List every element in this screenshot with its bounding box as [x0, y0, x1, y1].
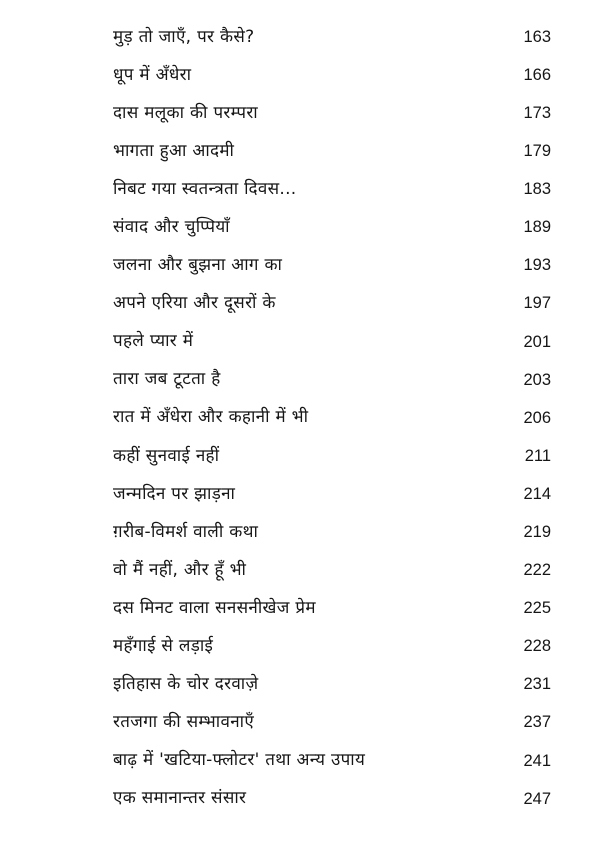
toc-entry-page-number: 189	[523, 218, 551, 237]
toc-entry-title: कहीं सुनवाई नहीं	[113, 445, 220, 466]
toc-entry	[113, 323, 551, 361]
toc-entry-page-number: 163	[523, 27, 551, 46]
toc-entry-page-number: 193	[523, 256, 551, 275]
toc-entry-title: वो मैं नहीं, और हूँ भी	[113, 559, 247, 580]
toc-entry	[113, 361, 551, 399]
table-of-contents	[113, 18, 551, 818]
toc-entry-page-number: 222	[523, 561, 551, 580]
toc-entry-title: दास मलूका की परम्परा	[113, 102, 258, 123]
toc-entry-title: रात में अँधेरा और कहानी में भी	[113, 407, 309, 428]
toc-entry-title: जलना और बुझना आग का	[113, 255, 283, 276]
toc-entry	[113, 399, 551, 437]
toc-entry-title: ग़रीब-विमर्श वाली कथा	[113, 521, 259, 542]
toc-entry-page-number: 173	[523, 103, 551, 122]
toc-entry	[113, 628, 551, 666]
toc-entry	[113, 18, 551, 56]
toc-entry	[113, 666, 551, 704]
toc-entry-page-number: 241	[523, 751, 551, 770]
toc-entry	[113, 170, 551, 208]
toc-entry	[113, 285, 551, 323]
toc-entry-title: मुड़ तो जाएँ, पर कैसे?	[113, 26, 255, 47]
toc-entry-title: संवाद और चुप्पियाँ	[113, 217, 230, 238]
toc-entry-page-number: 166	[523, 65, 551, 84]
toc-entry-title: इतिहास के चोर दरवाज़े	[113, 674, 259, 695]
toc-entry-page-number: 183	[523, 180, 551, 199]
toc-entry-page-number: 231	[523, 675, 551, 694]
toc-entry	[113, 208, 551, 246]
toc-entry-page-number: 201	[523, 332, 551, 351]
toc-entry	[113, 437, 551, 475]
toc-entry-title: जन्मदिन पर झाड़ना	[113, 483, 236, 504]
toc-entry-title: तारा जब टूटता है	[113, 369, 221, 390]
toc-entry-title: निबट गया स्वतन्त्रता दिवस...	[113, 178, 297, 199]
toc-entry	[113, 589, 551, 627]
toc-entry-page-number: 219	[523, 523, 551, 542]
toc-entry	[113, 551, 551, 589]
toc-entry-page-number: 206	[523, 408, 551, 427]
toc-entry-page-number: 237	[523, 713, 551, 732]
toc-entry-title: एक समानान्तर संसार	[113, 788, 247, 809]
toc-entry	[113, 247, 551, 285]
toc-entry-title: धूप में अँधेरा	[113, 64, 192, 85]
toc-entry-title: भागता हुआ आदमी	[113, 140, 235, 161]
toc-entry-title: बाढ़ में 'खटिया-फ्लोटर' तथा अन्य उपाय	[113, 750, 366, 771]
toc-entry	[113, 56, 551, 94]
toc-entry-page-number: 203	[523, 370, 551, 389]
toc-entry-title: अपने एरिया और दूसरों के	[113, 293, 276, 314]
toc-entry-title: महँगाई से लड़ाई	[113, 636, 214, 657]
toc-entry-title: रतजगा की सम्भावनाएँ	[113, 712, 255, 733]
toc-entry-title: पहले प्यार में	[113, 331, 194, 352]
toc-entry-page-number: 179	[523, 142, 551, 161]
toc-entry	[113, 132, 551, 170]
toc-entry	[113, 780, 551, 818]
toc-entry-page-number: 228	[523, 637, 551, 656]
toc-entry	[113, 513, 551, 551]
toc-entry-page-number: 214	[523, 484, 551, 503]
toc-entry-title: दस मिनट वाला सनसनीखेज प्रेम	[113, 597, 316, 618]
toc-entry-page-number: 225	[523, 599, 551, 618]
toc-entry	[113, 94, 551, 132]
toc-entry	[113, 475, 551, 513]
toc-entry-page-number: 211	[524, 446, 551, 465]
toc-entry-page-number: 197	[523, 294, 551, 313]
toc-entry-page-number: 247	[523, 789, 551, 808]
toc-entry	[113, 742, 551, 780]
toc-entry	[113, 704, 551, 742]
